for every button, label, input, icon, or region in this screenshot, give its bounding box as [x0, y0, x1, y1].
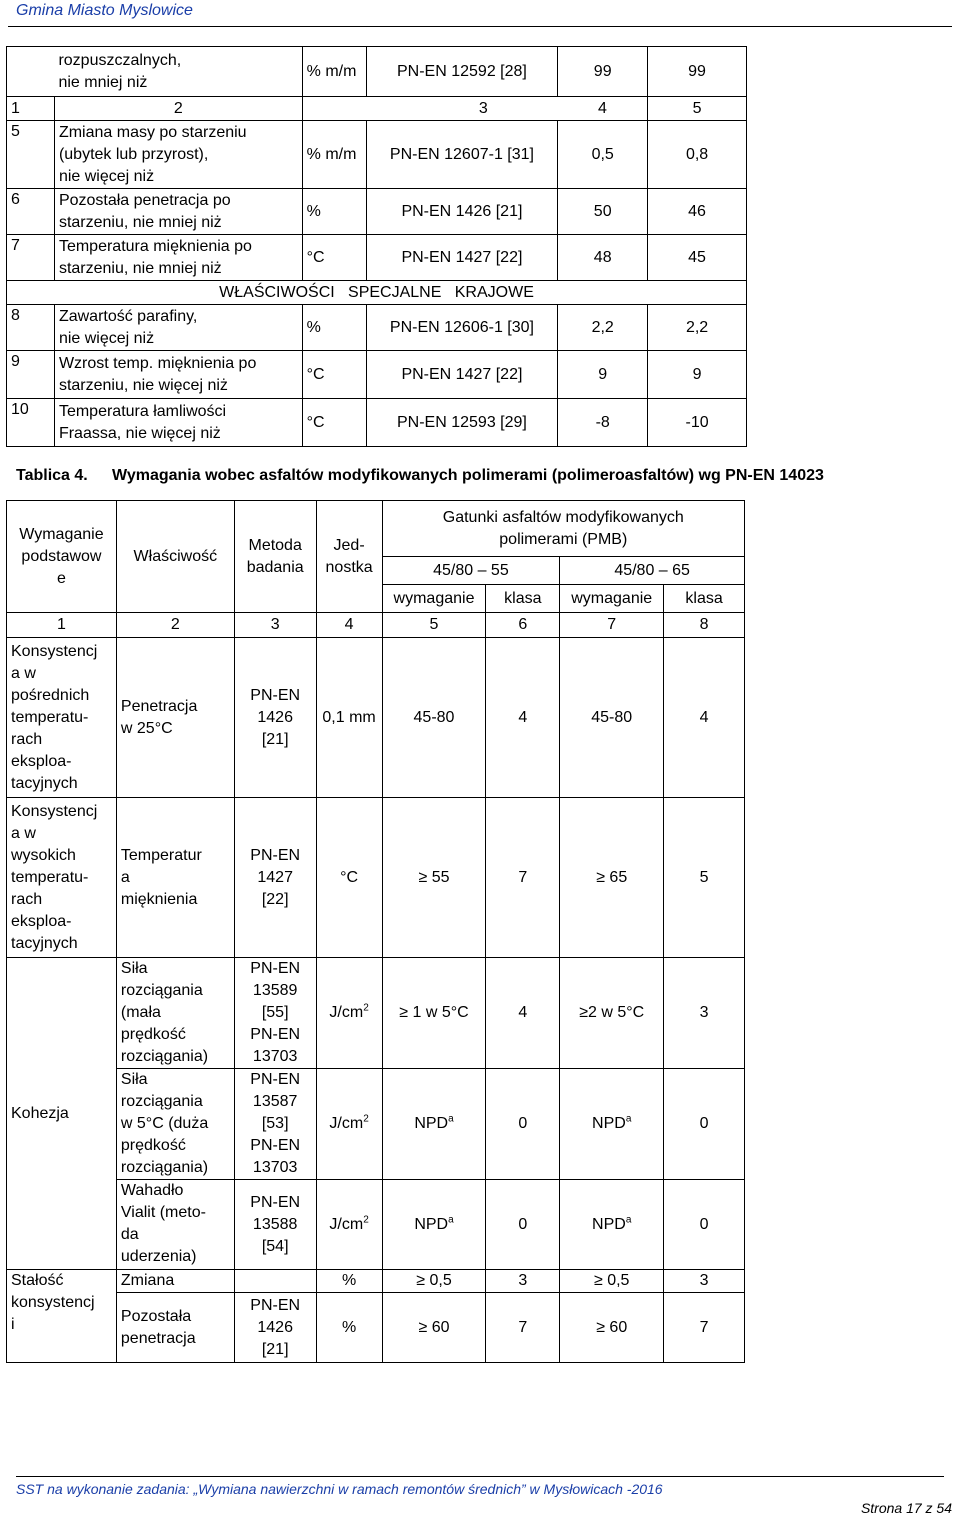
header-row: [7, 501, 745, 557]
section-title: WŁAŚCIWOŚCI SPECJALNE KRAJOWE: [7, 281, 747, 305]
row-number: 5: [7, 121, 55, 189]
method-cell: PN-EN 12592 [28]: [366, 47, 558, 97]
unit-cell: %: [302, 305, 366, 351]
unit-cell: °C: [316, 798, 382, 958]
header-sub: wymaganie: [560, 585, 664, 613]
row-number: 7: [7, 235, 55, 281]
pmb-requirements-table: [6, 500, 745, 1363]
value-text: NPD: [414, 1115, 449, 1132]
value-cell: 45-80: [382, 638, 486, 798]
unit-cell: %: [316, 1293, 382, 1363]
unit-exponent: 2: [363, 1214, 369, 1226]
header-sub: wymaganie: [382, 585, 486, 613]
header-grade-1: 45/80 – 55: [382, 557, 560, 585]
class-cell: 4: [486, 638, 560, 798]
unit-cell: 0,1 mm: [316, 638, 382, 798]
value-cell: -8: [558, 399, 648, 447]
property-name: Zawartość parafiny, nie więcej niż: [54, 305, 302, 351]
class-cell: 0: [664, 1069, 745, 1180]
document-header: Gmina Miasto Myslowice: [16, 2, 193, 19]
table-row: [7, 121, 747, 189]
col-number: 4: [316, 613, 382, 638]
table-row: [7, 235, 747, 281]
method-cell: PN-EN 1427 [22]: [366, 235, 558, 281]
row-number: 9: [7, 351, 55, 399]
requirement-cell: Konsystencj a w pośrednich temperatu- rach eksploa- tacyjnych: [7, 638, 117, 798]
unit-cell: % m/m: [302, 47, 366, 97]
class-cell: 4: [486, 958, 560, 1069]
caption-text: Wymagania wobec asfaltów modyfikowanych polimerami (polimeroasfaltów) wg PN-EN 14023: [112, 467, 824, 484]
table-row: [7, 189, 747, 235]
method-cell: PN-EN 1426 [21]: [234, 1293, 316, 1363]
header-grades-group: Gatunki asfaltów modyfikowanych polimerami (PMB): [382, 501, 744, 557]
class-cell: 7: [664, 1293, 745, 1363]
requirement-cell: Kohezja: [7, 958, 117, 1270]
table-row: [7, 958, 745, 1069]
requirements-table-continued: [6, 46, 747, 447]
footer-title: SST na wykonanie zadania: „Wymiana nawierzchni w ramach remontów średnich” w Mysłowicach -2016: [16, 1481, 663, 1497]
col-number: 2: [54, 97, 302, 121]
method-cell: PN-EN 1427 [22]: [234, 798, 316, 958]
table-caption: [16, 467, 946, 485]
section-header-row: [7, 281, 747, 305]
method-cell: PN-EN 13587 [53] PN-EN 13703: [234, 1069, 316, 1180]
unit-cell: [316, 1069, 382, 1180]
row-number: 8: [7, 305, 55, 351]
header-requirement: Wymaganie podstawow e: [7, 501, 117, 613]
footnote-marker: a: [448, 1214, 454, 1226]
value-text: NPD: [414, 1215, 449, 1233]
method-cell: PN-EN 1427 [22]: [366, 351, 558, 399]
class-cell: 7: [486, 798, 560, 958]
value-cell: 0,5: [558, 121, 648, 189]
table-row: [7, 47, 747, 97]
property-cell: Temperatur a mięknienia: [116, 798, 234, 958]
property-cell: Zmiana: [116, 1270, 234, 1293]
requirement-cell: Konsystencj a w wysokich temperatu- rach eksploa- tacyjnych: [7, 798, 117, 958]
unit-cell: [316, 1180, 382, 1270]
method-cell: PN-EN 13589 [55] PN-EN 13703: [234, 958, 316, 1069]
unit-cell: %: [302, 189, 366, 235]
value-cell: [382, 1180, 486, 1270]
property-cell: Wahadło Vialit (meto- da uderzenia): [116, 1180, 234, 1270]
header-unit: Jed- nostka: [316, 501, 382, 613]
unit-text: J/cm: [329, 1004, 364, 1021]
table-row: [7, 798, 745, 958]
col-number: 5: [382, 613, 486, 638]
table-row: [7, 351, 747, 399]
value-cell: [560, 1069, 664, 1180]
class-cell: 7: [486, 1293, 560, 1363]
value-cell: 2,2: [558, 305, 648, 351]
header-property: Właściwość: [116, 501, 234, 613]
table-row: [7, 305, 747, 351]
column-numbering-row: [7, 613, 745, 638]
property-name: Pozostała penetracja po starzeniu, nie mniej niż: [54, 189, 302, 235]
value-cell: ≥2 w 5°C: [560, 958, 664, 1069]
value-text: NPD: [592, 1115, 626, 1132]
property-name: Zmiana masy po starzeniu (ubytek lub przyrost), nie więcej niż: [54, 121, 302, 189]
col-number: 2: [116, 613, 234, 638]
method-cell: PN-EN 12607-1 [31]: [366, 121, 558, 189]
value-cell: 45: [648, 235, 747, 281]
row-number: 6: [7, 189, 55, 235]
header-sub: klasa: [486, 585, 560, 613]
value-cell: -10: [648, 399, 747, 447]
col-number: 7: [560, 613, 664, 638]
footnote-marker: a: [625, 1214, 632, 1226]
table-row: [7, 638, 745, 798]
class-cell: 3: [664, 1270, 745, 1293]
col-number: 3: [302, 97, 558, 121]
page-number: Strona 17 z 54: [860, 1500, 952, 1516]
value-cell: [382, 1069, 486, 1180]
class-cell: 4: [664, 638, 745, 798]
value-cell: ≥ 1 w 5°C: [382, 958, 486, 1069]
class-cell: 3: [486, 1270, 560, 1293]
value-cell: ≥ 0,5: [560, 1270, 664, 1293]
footnote-marker: a: [448, 1113, 454, 1125]
value-cell: ≥ 60: [382, 1293, 486, 1363]
class-cell: 0: [664, 1180, 745, 1270]
col-number: 1: [7, 97, 55, 121]
value-cell: 45-80: [560, 638, 664, 798]
class-cell: 0: [486, 1180, 560, 1270]
unit-cell: %: [316, 1270, 382, 1293]
column-numbering-row: [7, 97, 747, 121]
property-name: Temperatura mięknienia po starzeniu, nie mniej niż: [54, 235, 302, 281]
class-cell: 5: [664, 798, 745, 958]
requirement-cell: Stałość konsystencj i: [7, 1270, 117, 1363]
value-cell: [560, 1180, 664, 1270]
property-name: rozpuszczalnych, nie mniej niż: [54, 47, 302, 97]
col-number: 8: [664, 613, 745, 638]
value-cell: 50: [558, 189, 648, 235]
caption-label: Tablica 4.: [16, 467, 88, 484]
footnote-marker: a: [625, 1113, 632, 1125]
value-cell: 99: [558, 47, 648, 97]
header-grade-2: 45/80 – 65: [560, 557, 745, 585]
table-row: [7, 1293, 745, 1363]
property-name: Wzrost temp. mięknienia po starzeniu, nie więcej niż: [54, 351, 302, 399]
value-cell: 0,8: [648, 121, 747, 189]
unit-cell: [316, 958, 382, 1069]
method-cell: PN-EN 1426 [21]: [234, 638, 316, 798]
value-cell: 9: [558, 351, 648, 399]
unit-cell: °C: [302, 351, 366, 399]
method-cell: PN-EN 12606-1 [30]: [366, 305, 558, 351]
unit-cell: °C: [302, 399, 366, 447]
table-row: [7, 1270, 745, 1293]
value-cell: 46: [648, 189, 747, 235]
value-cell: ≥ 65: [560, 798, 664, 958]
method-cell: PN-EN 12593 [29]: [366, 399, 558, 447]
table-row: [7, 399, 747, 447]
method-cell: [234, 1270, 316, 1293]
unit-exponent: 2: [363, 1002, 369, 1014]
property-name: Temperatura łamliwości Fraassa, nie więcej niż: [54, 399, 302, 447]
unit-cell: % m/m: [302, 121, 366, 189]
value-cell: ≥ 0,5: [382, 1270, 486, 1293]
value-text: NPD: [592, 1215, 626, 1233]
value-cell: ≥ 60: [560, 1293, 664, 1363]
footer-divider: [16, 1476, 944, 1477]
class-cell: 3: [664, 958, 745, 1069]
value-cell: 2,2: [648, 305, 747, 351]
value-cell: 48: [558, 235, 648, 281]
property-cell: Penetracja w 25°C: [116, 638, 234, 798]
unit-text: J/cm: [329, 1115, 364, 1132]
table-row: [7, 1069, 745, 1180]
col-number: 3: [234, 613, 316, 638]
method-cell: PN-EN 1426 [21]: [366, 189, 558, 235]
class-cell: 0: [486, 1069, 560, 1180]
col-number: 4: [558, 97, 648, 121]
unit-text: J/cm: [329, 1215, 364, 1233]
property-cell: Siła rozciągania (mała prędkość rozciągania): [116, 958, 234, 1069]
header-sub: klasa: [664, 585, 745, 613]
row-number: 10: [7, 399, 55, 447]
property-cell: Pozostała penetracja: [116, 1293, 234, 1363]
value-cell: 9: [648, 351, 747, 399]
header-method: Metoda badania: [234, 501, 316, 613]
header-divider: [8, 26, 952, 27]
table-row: [7, 1180, 745, 1270]
method-cell: PN-EN 13588 [54]: [234, 1180, 316, 1270]
col-number: 1: [7, 613, 117, 638]
col-number: 5: [648, 97, 747, 121]
unit-cell: °C: [302, 235, 366, 281]
property-cell: Siła rozciągania w 5°C (duża prędkość rozciągania): [116, 1069, 234, 1180]
unit-exponent: 2: [363, 1113, 369, 1125]
value-cell: 99: [648, 47, 747, 97]
col-number: 6: [486, 613, 560, 638]
value-cell: ≥ 55: [382, 798, 486, 958]
